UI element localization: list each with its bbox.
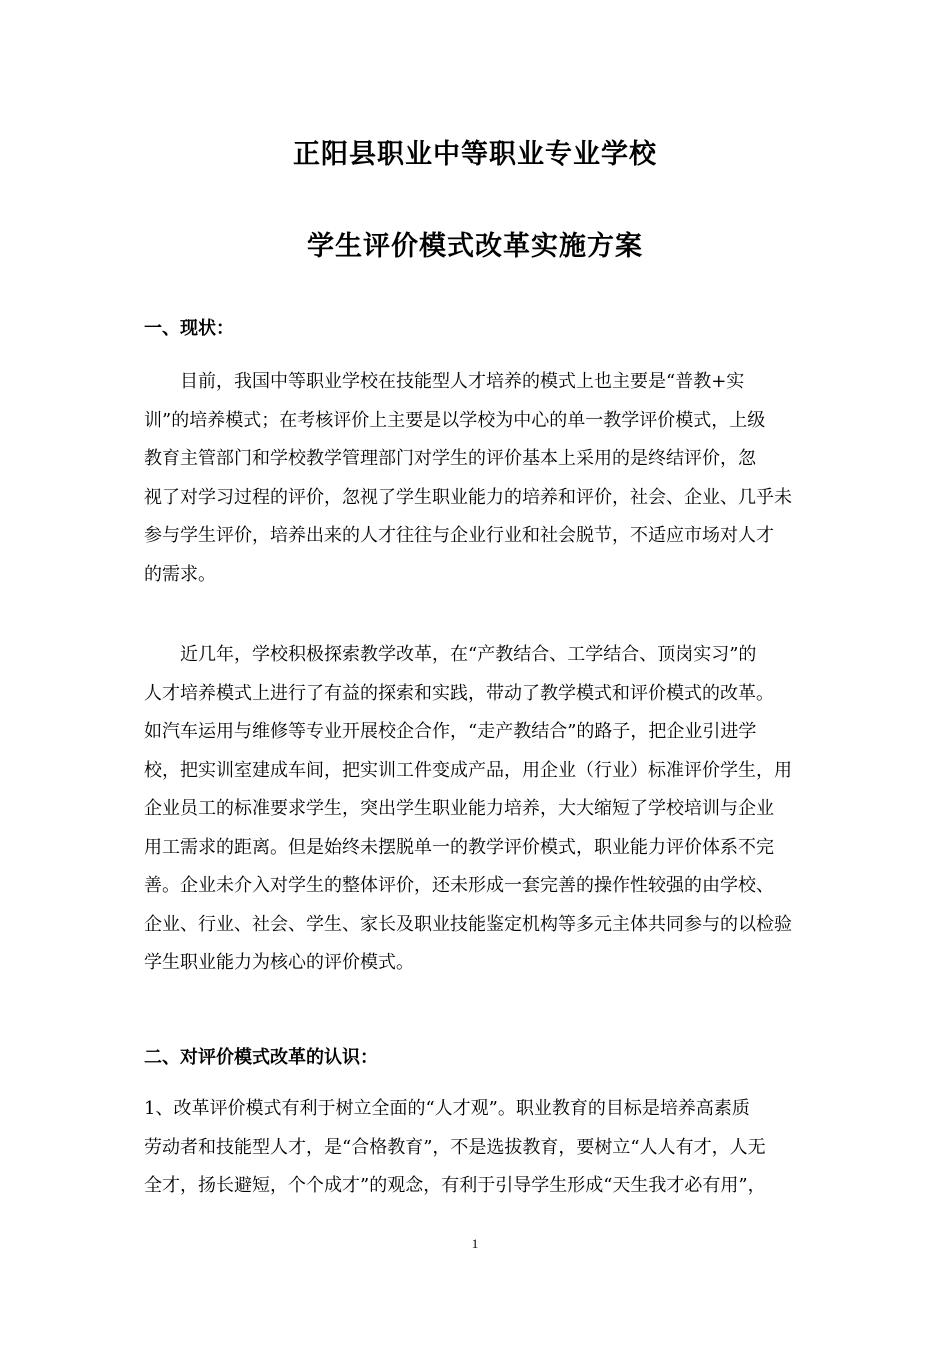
document-title-school: 正阳县职业中等职业专业学校 (293, 139, 657, 170)
paragraph-understanding-1 (144, 1090, 808, 1206)
paragraph-line: 视了对学习过程的评价，忽视了学生职业能力的培养和评价，社会、企业、几乎未 (144, 486, 792, 508)
paragraph-line: 近几年，学校积极探索教学改革，在“产教结合、工学结合、顶岗实习”的 (144, 644, 757, 665)
paragraph-line: 1、改革评价模式有利于树立全面的“人才观”。职业教育的目标是培养高素质 (144, 1098, 750, 1119)
document-title-plan: 学生评价模式改革实施方案 (307, 231, 643, 262)
paragraph-line: 参与学生评价，培养出来的人才往往与企业行业和社会脱节，不适应市场对人才 (144, 525, 774, 546)
paragraph-status-1 (144, 363, 808, 594)
page-number: 1 (471, 1236, 479, 1251)
section-heading-understanding: 二、对评价模式改革的认识： (144, 1047, 378, 1068)
paragraph-line: 目前，我国中等职业学校在技能型人才培养的模式上也主要是“普教+实 (144, 371, 745, 392)
paragraph-line: 善。企业未介入对学生的整体评价，还未形成一套完善的操作性较强的由学校、 (144, 875, 774, 896)
paragraph-line: 教育主管部门和学校教学管理部门对学生的评价基本上采用的是终结评价，忽 (144, 448, 756, 469)
paragraph-line: 如汽车运用与维修等专业开展校企合作，“走产教结合”的路子，把企业引进学 (144, 721, 757, 742)
paragraph-line: 用工需求的距离。但是始终未摆脱单一的教学评价模式，职业能力评价体系不完 (144, 836, 774, 858)
paragraph-status-2 (144, 636, 808, 983)
paragraph-line: 的需求。 (144, 563, 216, 585)
paragraph-line: 劳动者和技能型人才，是“合格教育”，不是选拔教育，要树立“人人有才，人无 (144, 1136, 766, 1158)
paragraph-line: 训”的培养模式；在考核评价上主要是以学校为中心的单一教学评价模式，上级 (144, 409, 766, 431)
paragraph-line: 全才，扬长避短，个个成才”的观念，有利于引导学生形成“天生我才必有用”， (144, 1175, 766, 1196)
paragraph-line: 人才培养模式上进行了有益的探索和实践，带动了教学模式和评价模式的改革。 (144, 682, 774, 704)
paragraph-line: 企业、行业、社会、学生、家长及职业技能鉴定机构等多元主体共同参与的以检验 (144, 913, 792, 935)
paragraph-line: 学生职业能力为核心的评价模式。 (144, 952, 414, 973)
paragraph-line: 校，把实训室建成车间，把实训工件变成产品，用企业（行业）标准评价学生，用 (144, 759, 792, 781)
section-heading-status: 一、现状： (144, 318, 234, 339)
paragraph-line: 企业员工的标准要求学生，突出学生职业能力培养，大大缩短了学校培训与企业 (144, 798, 774, 819)
